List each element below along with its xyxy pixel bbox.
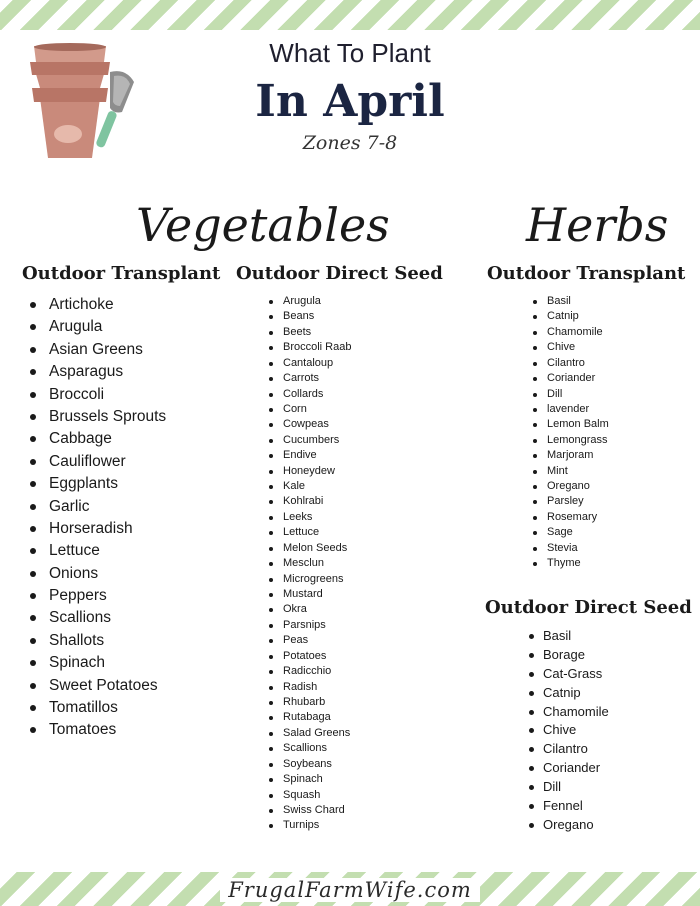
list-item: Peas	[267, 633, 351, 648]
list-item: Collards	[267, 387, 351, 402]
list-item: Lemongrass	[531, 433, 609, 448]
list-item: Catnip	[524, 684, 609, 703]
list-item: Arugula	[23, 316, 166, 338]
list-item: Turnips	[267, 818, 351, 833]
list-item: Arugula	[267, 294, 351, 309]
list-item: Radicchio	[267, 664, 351, 679]
list-item: Mesclun	[267, 556, 351, 571]
list-item: Spinach	[267, 772, 351, 787]
list-item: Beans	[267, 309, 351, 324]
list-item: Corn	[267, 402, 351, 417]
list-item: Endive	[267, 448, 351, 463]
veg-transplant-heading: Outdoor Transplant	[22, 263, 221, 284]
list-item: Okra	[267, 602, 351, 617]
list-item: Coriander	[531, 371, 609, 386]
list-item: Swiss Chard	[267, 803, 351, 818]
list-item: Cowpeas	[267, 417, 351, 432]
list-item: Onions	[23, 563, 166, 585]
list-item: Shallots	[23, 630, 166, 652]
list-item: Squash	[267, 788, 351, 803]
list-item: Dill	[524, 778, 609, 797]
list-item: Mustard	[267, 587, 351, 602]
list-item: Chamomile	[531, 325, 609, 340]
list-item: Oregano	[524, 816, 609, 835]
list-item: Dill	[531, 387, 609, 402]
list-item: Cilantro	[524, 740, 609, 759]
list-item: Tomatillos	[23, 697, 166, 719]
list-item: Kale	[267, 479, 351, 494]
list-item: Scallions	[267, 741, 351, 756]
list-item: Borage	[524, 646, 609, 665]
herb-transplant-list	[531, 294, 609, 572]
page-title: In April	[255, 76, 445, 127]
list-item: Chamomile	[524, 703, 609, 722]
list-item: Cantaloup	[267, 356, 351, 371]
list-item: Catnip	[531, 309, 609, 324]
list-item: Peppers	[23, 585, 166, 607]
list-item: Microgreens	[267, 572, 351, 587]
list-item: Basil	[531, 294, 609, 309]
top-stripe-border	[0, 0, 700, 30]
list-item: Cat-Grass	[524, 665, 609, 684]
list-item: Cucumbers	[267, 433, 351, 448]
list-item: Broccoli Raab	[267, 340, 351, 355]
list-item: Chive	[524, 721, 609, 740]
list-item: Lettuce	[23, 540, 166, 562]
list-item: Sage	[531, 525, 609, 540]
list-item: Honeydew	[267, 464, 351, 479]
list-item: Marjoram	[531, 448, 609, 463]
list-item: Tomatoes	[23, 719, 166, 741]
veg-transplant-list	[23, 294, 166, 742]
list-item: Garlic	[23, 496, 166, 518]
list-item: Melon Seeds	[267, 541, 351, 556]
list-item: Rhubarb	[267, 695, 351, 710]
list-item: Cauliflower	[23, 451, 166, 473]
herb-direct-seed-heading: Outdoor Direct Seed	[485, 597, 692, 618]
page-subtitle: Zones 7-8	[302, 132, 398, 154]
vegetables-heading: Vegetables	[136, 198, 390, 252]
list-item: Kohlrabi	[267, 494, 351, 509]
footer-credit-text: FrugalFarmWife.com	[220, 878, 480, 902]
list-item: Lemon Balm	[531, 417, 609, 432]
list-item: Parsnips	[267, 618, 351, 633]
list-item: Cilantro	[531, 356, 609, 371]
list-item: Lettuce	[267, 525, 351, 540]
list-item: Oregano	[531, 479, 609, 494]
list-item: Asparagus	[23, 361, 166, 383]
list-item: Soybeans	[267, 757, 351, 772]
list-item: lavender	[531, 402, 609, 417]
list-item: Chive	[531, 340, 609, 355]
list-item: Salad Greens	[267, 726, 351, 741]
herb-transplant-heading: Outdoor Transplant	[487, 263, 686, 284]
list-item: Eggplants	[23, 473, 166, 495]
page-pretitle: What To Plant	[269, 38, 431, 68]
herbs-heading: Herbs	[526, 198, 669, 252]
veg-direct-seed-list	[267, 294, 351, 834]
list-item: Brussels Sprouts	[23, 406, 166, 428]
list-item: Radish	[267, 680, 351, 695]
veg-direct-seed-heading: Outdoor Direct Seed	[236, 263, 443, 284]
list-item: Thyme	[531, 556, 609, 571]
list-item: Potatoes	[267, 649, 351, 664]
list-item: Leeks	[267, 510, 351, 525]
list-item: Sweet Potatoes	[23, 675, 166, 697]
list-item: Mint	[531, 464, 609, 479]
list-item: Stevia	[531, 541, 609, 556]
list-item: Scallions	[23, 607, 166, 629]
list-item: Rutabaga	[267, 710, 351, 725]
list-item: Parsley	[531, 494, 609, 509]
list-item: Cabbage	[23, 428, 166, 450]
list-item: Artichoke	[23, 294, 166, 316]
list-item: Basil	[524, 627, 609, 646]
list-item: Coriander	[524, 759, 609, 778]
list-item: Broccoli	[23, 384, 166, 406]
list-item: Fennel	[524, 797, 609, 816]
list-item: Horseradish	[23, 518, 166, 540]
herb-direct-seed-list	[524, 627, 609, 835]
list-item: Asian Greens	[23, 339, 166, 361]
footer-credit	[0, 878, 700, 902]
list-item: Spinach	[23, 652, 166, 674]
list-item: Rosemary	[531, 510, 609, 525]
list-item: Beets	[267, 325, 351, 340]
list-item: Carrots	[267, 371, 351, 386]
